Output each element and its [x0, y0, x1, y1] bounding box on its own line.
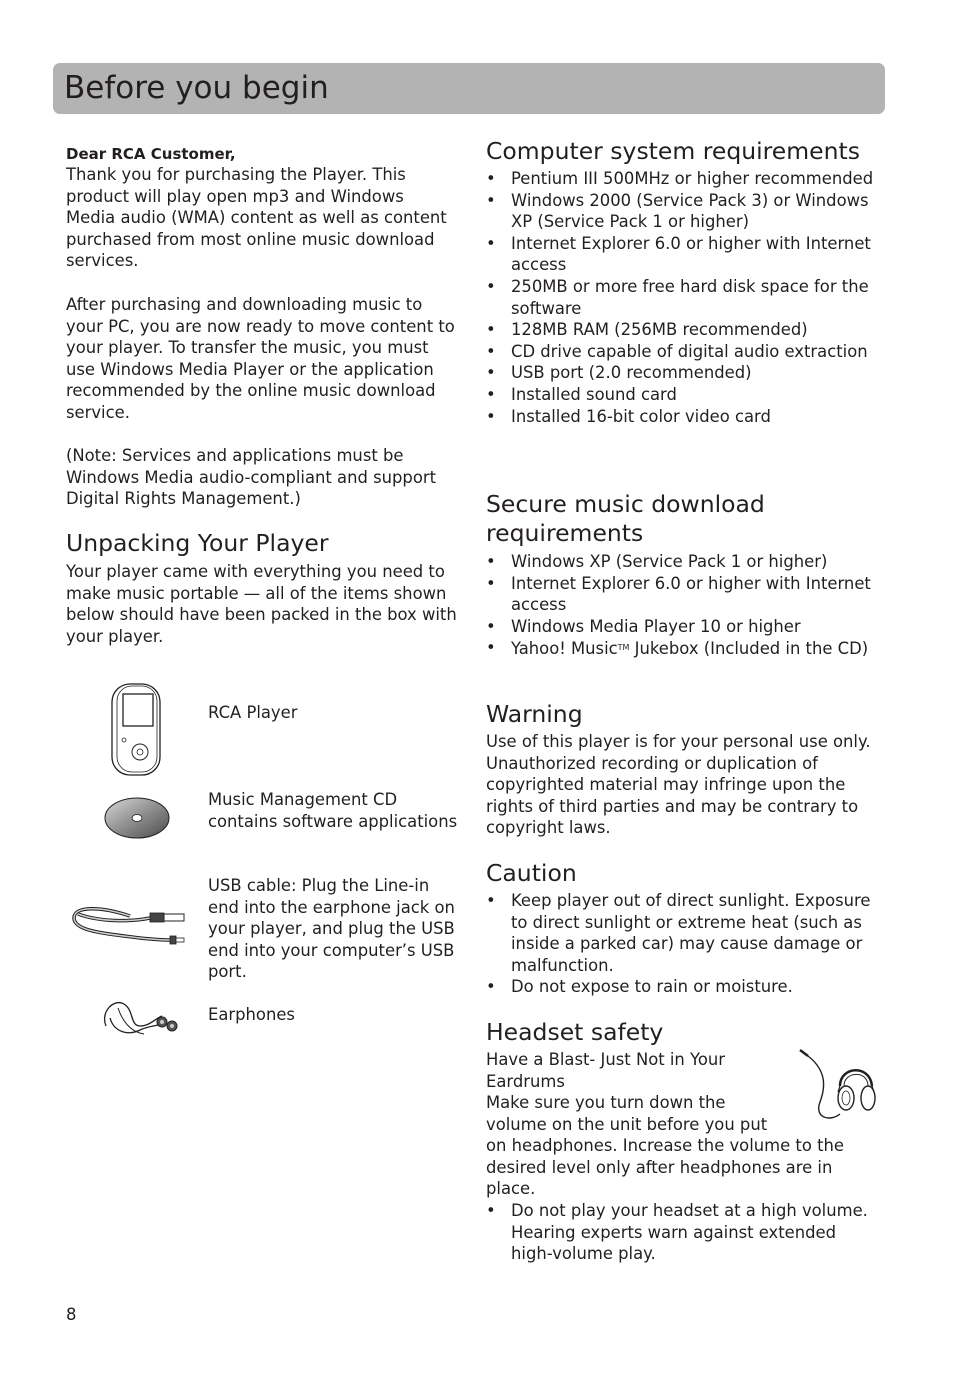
headset-subtitle-line-2: Eardrums	[486, 1072, 565, 1091]
earphones-icon	[100, 996, 180, 1040]
intro-paragraph-1: Thank you for purchasing the Player. This product will play open mp3 and Windows Media audio (WMA) content as well as content purchased from most online music download services.	[66, 165, 447, 271]
list-item: • USB port (2.0 recommended)	[486, 362, 881, 384]
list-item: • 250MB or more free hard disk space for the software	[486, 276, 881, 319]
secure-download-heading-line-1: Secure music download	[486, 490, 765, 518]
cd-icon	[103, 796, 171, 840]
list-item: • Do not play your headset at a high volume. Hearing experts warn against extended high-volume play.	[486, 1200, 881, 1265]
computer-requirements-list	[486, 168, 881, 427]
list-item: • Installed sound card	[486, 384, 881, 406]
headset-subtitle-line-1: Have a Blast- Just Not in Your	[486, 1050, 726, 1069]
yahoo-suffix: Jukebox (Included in the CD)	[629, 639, 869, 659]
list-item: • Internet Explorer 6.0 or higher with Internet access	[486, 233, 881, 276]
list-item: • Windows Media Player 10 or higher	[486, 616, 881, 638]
list-item: • CD drive capable of digital audio extraction	[486, 341, 881, 363]
pack-item-cd-label: Music Management CD contains software applications	[208, 790, 458, 831]
headset-body-line-2: volume on the unit before you put	[486, 1115, 768, 1134]
trademark-mark: TM	[617, 643, 630, 653]
headset-body: on headphones. Increase the volume to the desired level only after headphones are in place.	[486, 1136, 844, 1199]
list-item: • Pentium III 500MHz or higher recommended	[486, 168, 881, 190]
unpacking-body: Your player came with everything you need to make music portable — all of the items shown below should have been packed in the box with your player.	[66, 562, 457, 646]
salutation: Dear RCA Customer,	[66, 145, 236, 163]
caution-list	[486, 890, 881, 998]
pack-item-usb-label: USB cable: Plug the Line-in end into the earphone jack on your player, and plug the USB end into your computer’s USB port.	[208, 876, 455, 982]
list-item: • Do not expose to rain or moisture.	[486, 976, 881, 998]
list-item: • Windows XP (Service Pack 1 or higher)	[486, 551, 881, 573]
secure-download-heading-line-2: requirements	[486, 519, 644, 547]
pack-item-player-label: RCA Player	[208, 703, 298, 722]
list-item: • Windows 2000 (Service Pack 3) or Windows XP (Service Pack 1 or higher)	[486, 190, 881, 233]
page-number: 8	[66, 1305, 77, 1324]
headset-body-line-1: Make sure you turn down the	[486, 1093, 726, 1112]
list-item: • Installed 16-bit color video card	[486, 406, 881, 428]
player-icon	[110, 682, 164, 778]
header-bar	[53, 63, 885, 114]
usb-cable-icon	[70, 900, 190, 948]
yahoo-prefix: Yahoo! Music	[511, 639, 618, 659]
headset-heading: Headset safety	[486, 1018, 664, 1046]
headset-list	[486, 1200, 881, 1265]
computer-requirements-heading: Computer system requirements	[486, 137, 860, 165]
intro-paragraph-2: After purchasing and downloading music to your PC, you are now ready to move content to your player. To transfer the music, you must use Windows Media Player or the application recommended by the online music download service.	[66, 295, 455, 422]
list-item: • Keep player out of direct sunlight. Exposure to direct sunlight or extreme heat (such as inside a parked car) may cause damage or malfunction.	[486, 890, 881, 976]
intro-note: (Note: Services and applications must be Windows Media audio-compliant and support Digital Rights Management.)	[66, 446, 437, 509]
page-title: Before you begin	[64, 70, 329, 106]
list-item: • 128MB RAM (256MB recommended)	[486, 319, 881, 341]
headphones-icon	[796, 1046, 878, 1124]
warning-body: Use of this player is for your personal use only. Unauthorized recording or duplication of copyrighted material may infringe upon the rights of third parties and may be contrary to copyright laws.	[486, 732, 871, 838]
caution-heading: Caution	[486, 859, 577, 887]
warning-heading: Warning	[486, 700, 583, 728]
unpacking-heading: Unpacking Your Player	[66, 529, 329, 557]
list-item: • Internet Explorer 6.0 or higher with Internet access	[486, 573, 881, 616]
secure-download-list	[486, 551, 881, 660]
pack-item-earphones-label: Earphones	[208, 1005, 295, 1024]
list-item	[486, 637, 881, 660]
